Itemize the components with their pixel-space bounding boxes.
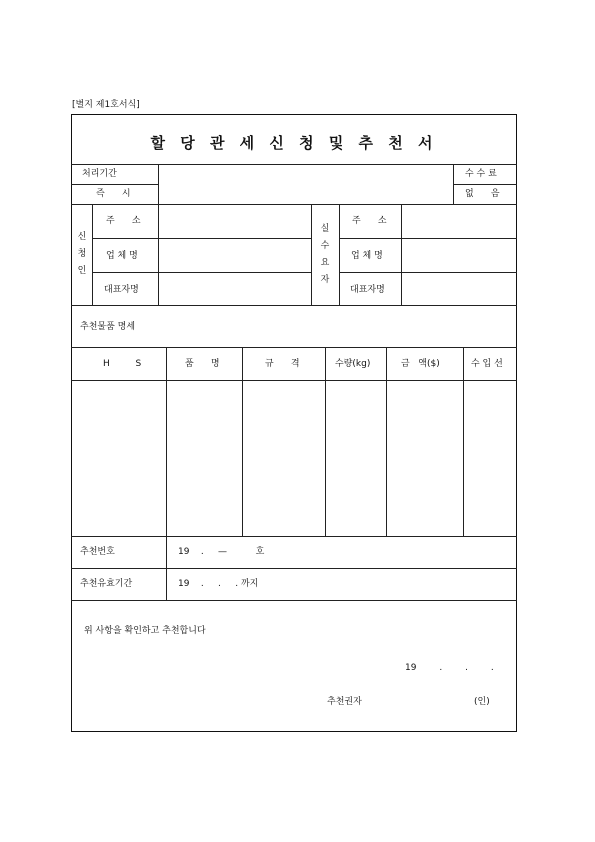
confirmation-statement: 위 사항을 확인하고 추천합니다: [84, 626, 206, 636]
divider: [71, 380, 517, 381]
divider: [242, 347, 243, 536]
end-user-label: [318, 221, 332, 289]
end-user-address-label: 주 소: [352, 216, 387, 226]
form-frame: [71, 114, 517, 732]
column-header-amount: 금 액($): [401, 359, 440, 369]
rec-number-label: 추천번호: [80, 547, 115, 557]
divider: [71, 347, 517, 348]
divider: [92, 204, 93, 305]
seal-mark: (인): [474, 697, 490, 707]
end-user-label-char: 실: [320, 224, 330, 234]
form-number: [별지 제1호서식]: [72, 100, 140, 110]
form-title: 할 당 관 세 신 청 및 추 천 서: [150, 134, 438, 152]
divider: [339, 238, 517, 239]
items-section-label: 추천물품 명세: [80, 322, 136, 332]
rec-number-value: 19 . — 호: [178, 547, 265, 557]
column-header-item-name: 품 명: [185, 359, 220, 369]
end-user-company-label: 업 체 명: [351, 251, 383, 261]
processing-period-label: 처리기간: [82, 169, 117, 179]
divider: [453, 164, 454, 204]
applicant-address-label: 주 소: [106, 216, 141, 226]
column-header-hs: H S: [103, 359, 142, 369]
divider: [158, 164, 159, 204]
column-header-quantity: 수량(kg): [335, 359, 371, 369]
processing-period-value: 즉 시: [96, 189, 131, 199]
divider: [166, 536, 167, 600]
divider: [339, 272, 517, 273]
validity-label: 추천유효기간: [80, 579, 133, 589]
end-user-label-char: 요: [320, 258, 330, 268]
end-user-rep-label: 대표자명: [350, 285, 385, 295]
recommender-label: 추천권자: [327, 697, 362, 707]
divider: [453, 184, 517, 185]
divider: [71, 568, 517, 569]
divider: [71, 536, 517, 537]
divider: [463, 347, 464, 536]
confirmation-date: 19 . . .: [405, 663, 494, 673]
fee-label: 수 수 료: [465, 169, 497, 179]
applicant-company-label: 업 체 명: [106, 251, 138, 261]
divider: [311, 204, 312, 305]
divider: [71, 305, 517, 306]
divider: [71, 204, 517, 205]
applicant-label-char: 신: [77, 232, 87, 242]
column-header-import-source: 수 입 선: [471, 359, 503, 369]
divider: [339, 204, 340, 305]
end-user-label-char: 자: [320, 275, 330, 285]
end-user-label-char: 수: [320, 241, 330, 251]
divider: [71, 164, 517, 165]
validity-value: 19 . . . 까지: [178, 579, 259, 589]
divider: [71, 184, 158, 185]
applicant-rep-label: 대표자명: [104, 285, 139, 295]
applicant-label: [75, 229, 89, 280]
fee-value: 없 음: [465, 189, 500, 199]
divider: [401, 204, 402, 305]
applicant-label-char: 청: [77, 249, 87, 259]
divider: [71, 600, 517, 601]
divider: [325, 347, 326, 536]
divider: [92, 238, 311, 239]
divider: [386, 347, 387, 536]
divider: [92, 272, 311, 273]
applicant-label-char: 인: [77, 266, 87, 276]
divider: [166, 347, 167, 536]
column-header-spec: 규 격: [265, 359, 300, 369]
divider: [158, 204, 159, 305]
